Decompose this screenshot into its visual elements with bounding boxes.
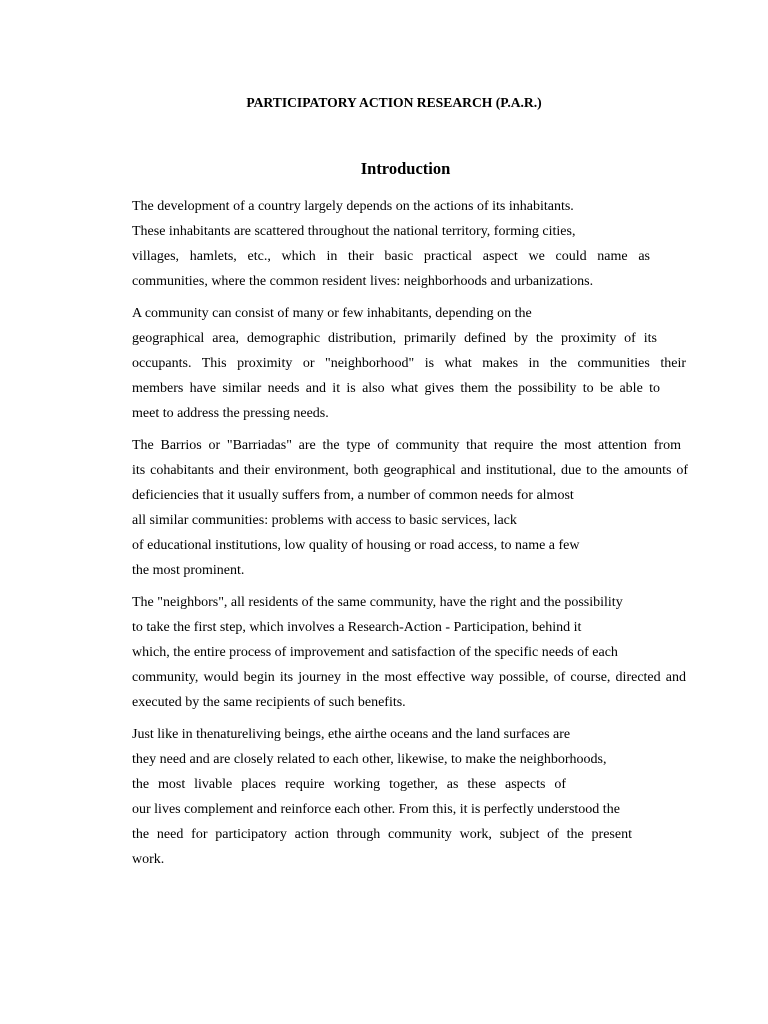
text-line: deficiencies that it usually suffers from, a number of common needs for almost <box>132 488 574 503</box>
text-line: executed by the same recipients of such benefits. <box>132 695 406 710</box>
text-line: work. <box>132 852 165 867</box>
text-line: to take the first step, which involves a Research-Action - Participation, behind it <box>132 620 582 635</box>
text-line: our lives complement and reinforce each other. From this, it is perfectly understood the <box>132 802 620 817</box>
document-title: PARTICIPATORY ACTION RESEARCH (P.A.R.) <box>246 95 542 110</box>
text-line: These inhabitants are scattered throughout the national territory, forming cities, <box>132 224 576 239</box>
paragraph <box>132 433 692 583</box>
text-line: the need for participatory action through community work, subject of the present <box>132 827 632 842</box>
text-line: The Barrios or "Barriadas" are the type of community that require the most attention from <box>132 438 681 453</box>
text-line: occupants. This proximity or "neighborhood" is what makes in the communities their <box>132 356 686 371</box>
text-line: of educational institutions, low quality of housing or road access, to name a few <box>132 538 580 553</box>
section-heading: Introduction <box>360 159 451 178</box>
text-line: members have similar needs and it is also what gives them the possibility to be able to <box>132 381 660 396</box>
paragraph <box>132 194 692 294</box>
text-line: its cohabitants and their environment, both geographical and institutional, due to the amounts of <box>132 463 688 478</box>
text-line: Just like in thenatureliving beings, ethe airthe oceans and the land surfaces are <box>132 727 571 742</box>
paragraph <box>132 301 692 426</box>
text-line: A community can consist of many or few inhabitants, depending on the <box>132 306 532 321</box>
text-line: The development of a country largely depends on the actions of its inhabitants. <box>132 199 574 214</box>
text-line: the most prominent. <box>132 563 245 578</box>
text-line: they need and are closely related to each other, likewise, to make the neighborhoods, <box>132 752 607 767</box>
text-line: communities, where the common resident lives: neighborhoods and urbanizations. <box>132 274 594 289</box>
text-line: which, the entire process of improvement and satisfaction of the specific needs of each <box>132 645 618 660</box>
text-line: community, would begin its journey in the most effective way possible, of course, directed and <box>132 670 686 685</box>
text-line: the most livable places require working together, as these aspects of <box>132 777 566 792</box>
text-line: The "neighbors", all residents of the same community, have the right and the possibility <box>132 595 623 610</box>
paragraph <box>132 722 692 872</box>
document-body <box>132 194 692 879</box>
text-line: all similar communities: problems with access to basic services, lack <box>132 513 517 528</box>
paragraph <box>132 590 692 715</box>
text-line: meet to address the pressing needs. <box>132 406 329 421</box>
text-line: geographical area, demographic distribution, primarily defined by the proximity of its <box>132 331 657 346</box>
text-line: villages, hamlets, etc., which in their basic practical aspect we could name as <box>132 249 650 264</box>
